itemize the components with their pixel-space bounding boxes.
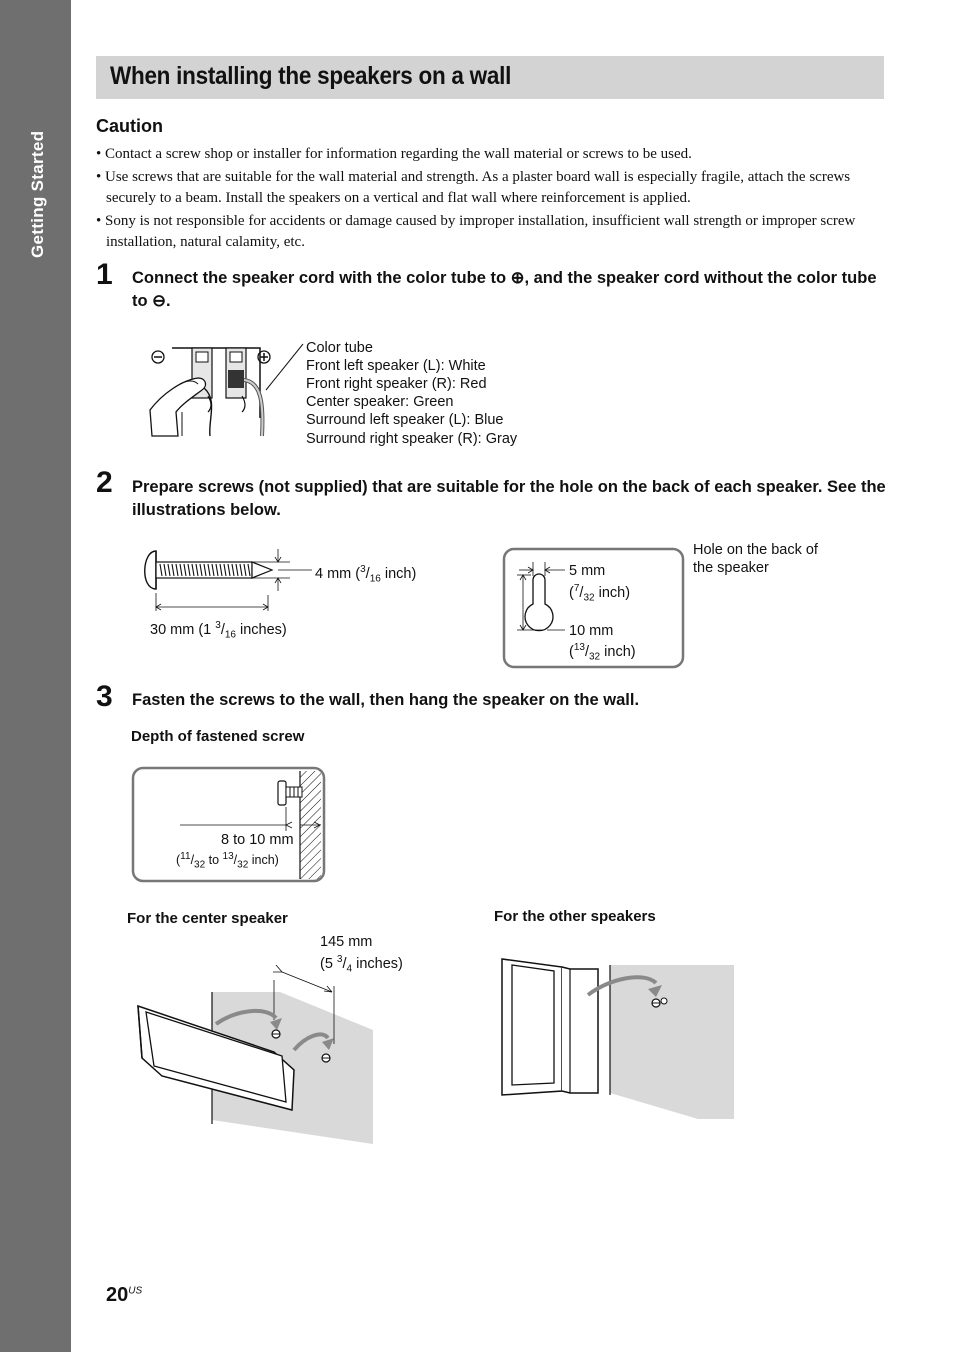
color-tube-line: Front left speaker (L): White [306, 358, 486, 374]
section-title: When installing the speakers on a wall [110, 62, 512, 90]
caution-item: • Use screws that are suitable for the wall material and strength. As a plaster board wall is especially fragile, attach the screws securely to a beam. Install the speakers on a vertical and flat wall where reinforcement is applied. [96, 169, 851, 206]
caution-list [96, 144, 886, 255]
caution-item: • Contact a screw shop or installer for information regarding the wall material or screws to be used. [96, 146, 692, 162]
screw-illustration [140, 545, 320, 615]
depth-range-mm: 8 to 10 mm [221, 832, 294, 848]
step-3-number: 3 [96, 680, 113, 713]
center-spacing-mm: 145 mm [320, 934, 373, 950]
screw-diameter-label: 4 mm ($^3/_{16}$ inch) [315, 564, 417, 585]
color-tube-line: Surround right speaker (R): Gray [306, 431, 518, 447]
step-1-text: Connect the speaker cord with the color tube to ⊕, and the speaker cord without the color tube to ⊖. [132, 269, 877, 310]
center-speaker-heading: For the center speaker [127, 910, 288, 927]
step-3-text: Fasten the screws to the wall, then hang the speaker on the wall. [132, 691, 640, 709]
depth-range-inch: ($^{11}/_{32}$ to $^{13}/_{32}$ inch) [176, 851, 279, 871]
hole-width-mm: 5 mm [569, 563, 606, 579]
section-title-bar [96, 56, 884, 99]
page-number: $20^{US}$ [106, 1284, 143, 1306]
color-tube-line: Front right speaker (R): Red [306, 376, 487, 392]
hole-height-mm: 10 mm [569, 623, 614, 639]
step-1-number: 1 [96, 258, 113, 291]
center-spacing-inch: (5 $^3/_4$ inches) [320, 954, 403, 975]
caution-item: • Sony is not responsible for accidents or damage caused by improper installation, insufficient wall strength or improper screw installation, natural calamity, etc. [96, 213, 856, 250]
hole-caption: Hole on the back of [693, 542, 818, 558]
depth-heading: Depth of fastened screw [131, 728, 305, 745]
sidebar-label: Getting Started [28, 130, 47, 258]
hole-caption: the speaker [693, 560, 769, 576]
caution-heading: Caution [96, 116, 163, 136]
screw-length-label: 30 mm (1 $^3/_{16}$ inches) [150, 620, 287, 641]
speaker-terminal-illustration [148, 340, 308, 440]
step-2-number: 2 [96, 466, 113, 499]
color-tube-title: Color tube [306, 340, 373, 356]
other-speakers-heading: For the other speakers [494, 908, 656, 925]
step-2-text: Prepare screws (not supplied) that are suitable for the hole on the back of each speaker. See the illustrations below. [132, 478, 886, 519]
hole-height-inch: ($^{13}/_{32}$ inch) [569, 642, 636, 663]
other-speaker-illustration [498, 955, 738, 1121]
color-tube-line: Center speaker: Green [306, 394, 454, 410]
color-tube-line: Surround left speaker (L): Blue [306, 412, 504, 428]
hole-width-inch: ($^7/_{32}$ inch) [569, 583, 631, 604]
center-speaker-illustration [136, 960, 376, 1146]
